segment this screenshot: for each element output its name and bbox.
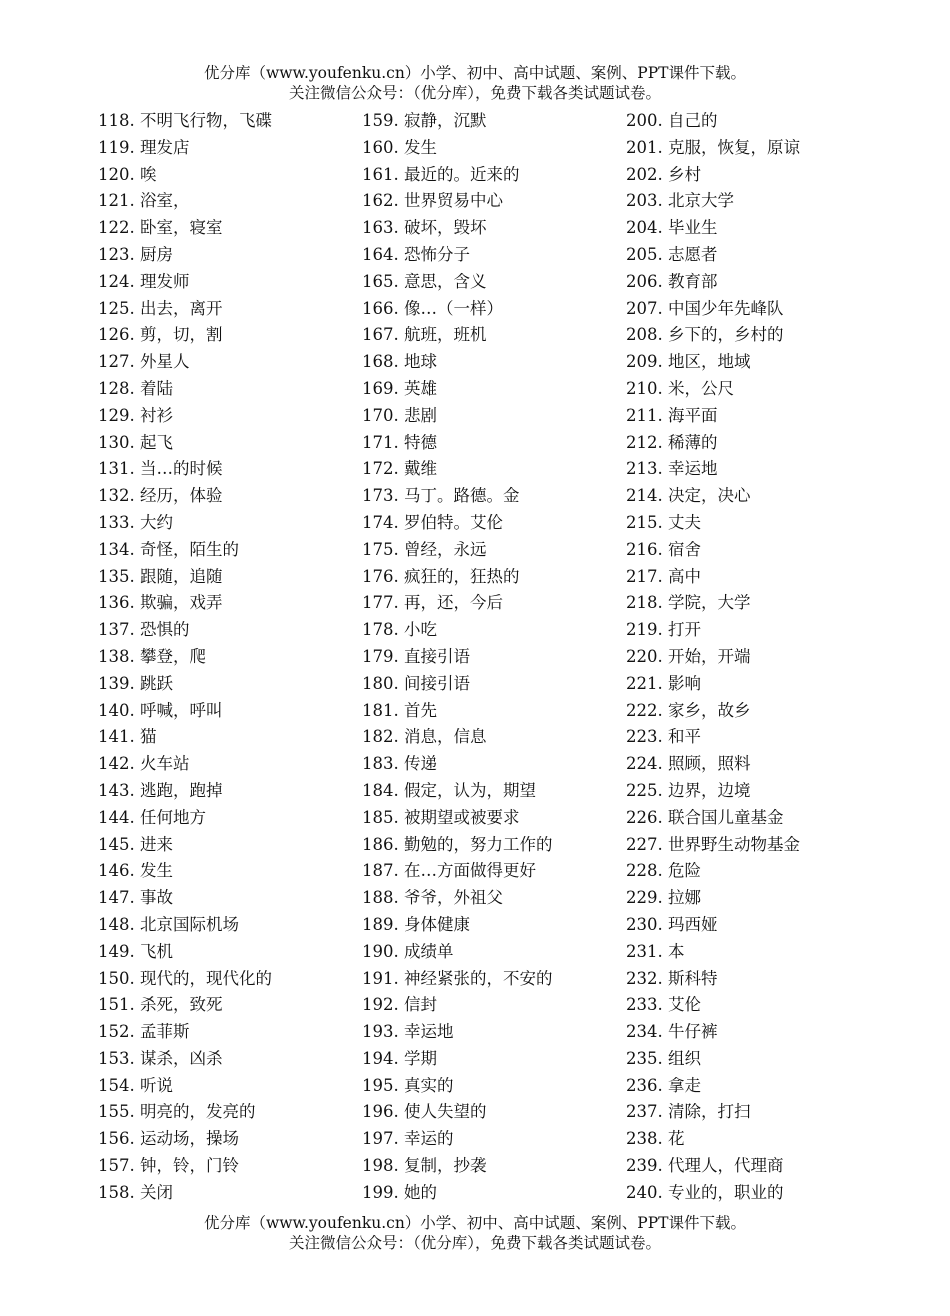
- vocab-item: 216. 宿舍: [626, 539, 701, 559]
- vocab-item: 126. 剪，切，割: [98, 325, 223, 345]
- header-line-1: 优分库（www.youfenku.cn）小学、初中、高中试题、案例、PPT课件下载。: [203, 64, 747, 82]
- vocab-item: 161. 最近的。近来的: [362, 164, 520, 184]
- vocab-item: 136. 欺骗，戏弄: [98, 593, 223, 613]
- vocab-item: 146. 发生: [98, 861, 173, 881]
- vocab-item: 189. 身体健康: [362, 914, 470, 934]
- vocab-item: 219. 打开: [626, 620, 701, 640]
- vocab-item: 142. 火车站: [98, 754, 190, 774]
- vocab-item: 165. 意思，含义: [362, 271, 487, 291]
- vocab-item: 188. 爷爷，外祖父: [362, 888, 503, 908]
- vocab-item: 206. 教育部: [626, 271, 718, 291]
- vocab-item: 236. 拿走: [626, 1075, 701, 1095]
- vocab-item: 233. 艾伦: [626, 995, 701, 1015]
- vocab-item: 221. 影响: [626, 673, 701, 693]
- vocab-item: 184. 假定，认为，期望: [362, 780, 536, 800]
- vocab-item: 220. 开始，开端: [626, 646, 751, 666]
- vocab-item: 195. 真实的: [362, 1075, 454, 1095]
- vocab-item: 153. 谋杀，凶杀: [98, 1048, 223, 1068]
- vocab-item: 198. 复制，抄袭: [362, 1156, 487, 1176]
- footer-banner: [0, 1213, 950, 1253]
- vocab-item: 132. 经历，体验: [98, 486, 223, 506]
- vocab-item: 232. 斯科特: [626, 968, 718, 988]
- vocab-item: 208. 乡下的，乡村的: [626, 325, 784, 345]
- header-banner: [0, 63, 950, 103]
- vocab-item: 157. 钟，铃，门铃: [98, 1156, 239, 1176]
- vocab-item: 144. 任何地方: [98, 807, 206, 827]
- vocab-item: 211. 海平面: [626, 405, 718, 425]
- vocab-item: 235. 组织: [626, 1048, 701, 1068]
- vocab-item: 181. 首先: [362, 700, 437, 720]
- vocab-item: 151. 杀死，致死: [98, 995, 223, 1015]
- vocab-item: 137. 恐惧的: [98, 620, 190, 640]
- footer-line-1: 优分库（www.youfenku.cn）小学、初中、高中试题、案例、PPT课件下载。: [203, 1214, 747, 1232]
- vocab-item: 225. 边界，边境: [626, 780, 751, 800]
- vocab-item: 171. 特德: [362, 432, 437, 452]
- vocab-item: 150. 现代的，现代化的: [98, 968, 272, 988]
- vocab-item: 212. 稀薄的: [626, 432, 718, 452]
- vocab-item: 149. 飞机: [98, 941, 173, 961]
- vocab-item: 179. 直接引语: [362, 646, 470, 666]
- vocab-item: 123. 厨房: [98, 244, 173, 264]
- vocab-item: 118. 不明飞行物，飞碟: [98, 111, 272, 130]
- vocab-item: 192. 信封: [362, 995, 437, 1015]
- vocab-item: 152. 孟菲斯: [98, 1022, 190, 1042]
- vocab-item: 204. 毕业生: [626, 218, 718, 238]
- vocab-item: 224. 照顾，照料: [626, 754, 751, 774]
- vocab-item: 141. 猫: [98, 727, 157, 747]
- vocab-item: 200. 自己的: [626, 111, 718, 130]
- vocab-item: 167. 航班，班机: [362, 325, 487, 345]
- vocab-item: 129. 衬衫: [98, 405, 173, 425]
- vocab-item: 205. 志愿者: [626, 244, 718, 264]
- vocab-item: 172. 戴维: [362, 459, 437, 479]
- vocab-item: 176. 疯狂的，狂热的: [362, 566, 520, 586]
- vocab-item: 135. 跟随，追随: [98, 566, 223, 586]
- vocab-item: 134. 奇怪，陌生的: [98, 539, 239, 559]
- vocab-item: 138. 攀登，爬: [98, 646, 206, 666]
- vocab-item: 133. 大约: [98, 512, 173, 532]
- vocab-item: 240. 专业的，职业的: [626, 1182, 784, 1202]
- vocab-item: 196. 使人失望的: [362, 1102, 487, 1122]
- vocab-item: 218. 学院，大学: [626, 593, 751, 613]
- vocab-column-2: [362, 108, 552, 1207]
- vocab-item: 139. 跳跃: [98, 673, 173, 693]
- vocab-column-3: [626, 108, 800, 1207]
- vocab-item: 145. 进来: [98, 834, 173, 854]
- vocab-item: 125. 出去，离开: [98, 298, 223, 318]
- vocab-item: 182. 消息，信息: [362, 727, 487, 747]
- vocab-item: 121. 浴室，: [98, 191, 190, 211]
- vocab-item: 231. 本: [626, 941, 685, 961]
- vocab-item: 187. 在…方面做得更好: [362, 861, 536, 881]
- vocab-item: 164. 恐怖分子: [362, 244, 470, 264]
- vocab-item: 170. 悲剧: [362, 405, 437, 425]
- vocab-item: 143. 逃跑，跑掉: [98, 780, 223, 800]
- vocab-item: 130. 起飞: [98, 432, 173, 452]
- vocab-item: 215. 丈夫: [626, 512, 701, 532]
- vocab-item: 199. 她的: [362, 1182, 437, 1202]
- vocab-item: 131. 当…的时候: [98, 459, 223, 479]
- vocab-item: 147. 事故: [98, 888, 173, 908]
- vocab-item: 230. 玛西娅: [626, 914, 718, 934]
- vocab-item: 197. 幸运的: [362, 1129, 454, 1149]
- vocab-item: 185. 被期望或被要求: [362, 807, 520, 827]
- vocab-item: 190. 成绩单: [362, 941, 454, 961]
- vocab-item: 191. 神经紧张的，不安的: [362, 968, 553, 988]
- vocab-item: 177. 再，还，今后: [362, 593, 503, 613]
- vocab-item: 166. 像…（一样）: [362, 298, 503, 318]
- vocab-item: 158. 关闭: [98, 1182, 173, 1202]
- vocab-item: 148. 北京国际机场: [98, 914, 239, 934]
- vocab-item: 168. 地球: [362, 352, 437, 372]
- vocab-item: 227. 世界野生动物基金: [626, 834, 800, 854]
- vocab-item: 128. 着陆: [98, 378, 173, 398]
- header-line-2: 关注微信公众号：（优分库），免费下载各类试题试卷。: [288, 84, 661, 102]
- vocab-item: 173. 马丁。路德。金: [362, 486, 520, 506]
- vocab-item: 237. 清除，打扫: [626, 1102, 751, 1122]
- vocab-item: 163. 破坏，毁坏: [362, 218, 487, 238]
- vocab-item: 214. 决定，决心: [626, 486, 751, 506]
- vocab-item: 119. 理发店: [98, 137, 190, 157]
- vocab-item: 202. 乡村: [626, 164, 701, 184]
- vocab-item: 209. 地区，地域: [626, 352, 751, 372]
- vocab-item: 186. 勤勉的，努力工作的: [362, 834, 553, 854]
- vocab-item: 223. 和平: [626, 727, 701, 747]
- vocab-item: 120. 唉: [98, 164, 157, 184]
- vocab-item: 238. 花: [626, 1129, 685, 1149]
- vocab-item: 155. 明亮的，发亮的: [98, 1102, 256, 1122]
- vocab-item: 154. 听说: [98, 1075, 173, 1095]
- vocab-item: 193. 幸运地: [362, 1022, 454, 1042]
- vocab-item: 234. 牛仔裤: [626, 1022, 718, 1042]
- vocab-item: 213. 幸运地: [626, 459, 718, 479]
- vocab-item: 122. 卧室，寝室: [98, 218, 223, 238]
- vocab-item: 229. 拉娜: [626, 888, 701, 908]
- vocab-item: 180. 间接引语: [362, 673, 470, 693]
- vocab-item: 226. 联合国儿童基金: [626, 807, 784, 827]
- vocab-item: 124. 理发师: [98, 271, 190, 291]
- vocab-item: 160. 发生: [362, 137, 437, 157]
- vocab-item: 175. 曾经，永远: [362, 539, 487, 559]
- vocab-item: 162. 世界贸易中心: [362, 191, 503, 211]
- vocab-item: 178. 小吃: [362, 620, 437, 640]
- vocab-item: 156. 运动场，操场: [98, 1129, 239, 1149]
- vocab-item: 127. 外星人: [98, 352, 190, 372]
- vocab-item: 203. 北京大学: [626, 191, 734, 211]
- vocab-item: 239. 代理人，代理商: [626, 1156, 784, 1176]
- vocab-item: 183. 传递: [362, 754, 437, 774]
- vocab-item: 217. 高中: [626, 566, 701, 586]
- vocab-item: 169. 英雄: [362, 378, 437, 398]
- vocab-item: 194. 学期: [362, 1048, 437, 1068]
- vocab-item: 222. 家乡，故乡: [626, 700, 751, 720]
- vocab-column-1: [98, 108, 272, 1207]
- vocab-item: 159. 寂静，沉默: [362, 111, 487, 130]
- vocab-item: 140. 呼喊，呼叫: [98, 700, 223, 720]
- vocab-item: 201. 克服，恢复，原谅: [626, 137, 800, 157]
- vocab-item: 174. 罗伯特。艾伦: [362, 512, 503, 532]
- vocab-item: 207. 中国少年先峰队: [626, 298, 784, 318]
- vocab-item: 210. 米，公尺: [626, 378, 734, 398]
- footer-line-2: 关注微信公众号：（优分库），免费下载各类试题试卷。: [288, 1234, 661, 1252]
- vocab-item: 228. 危险: [626, 861, 701, 881]
